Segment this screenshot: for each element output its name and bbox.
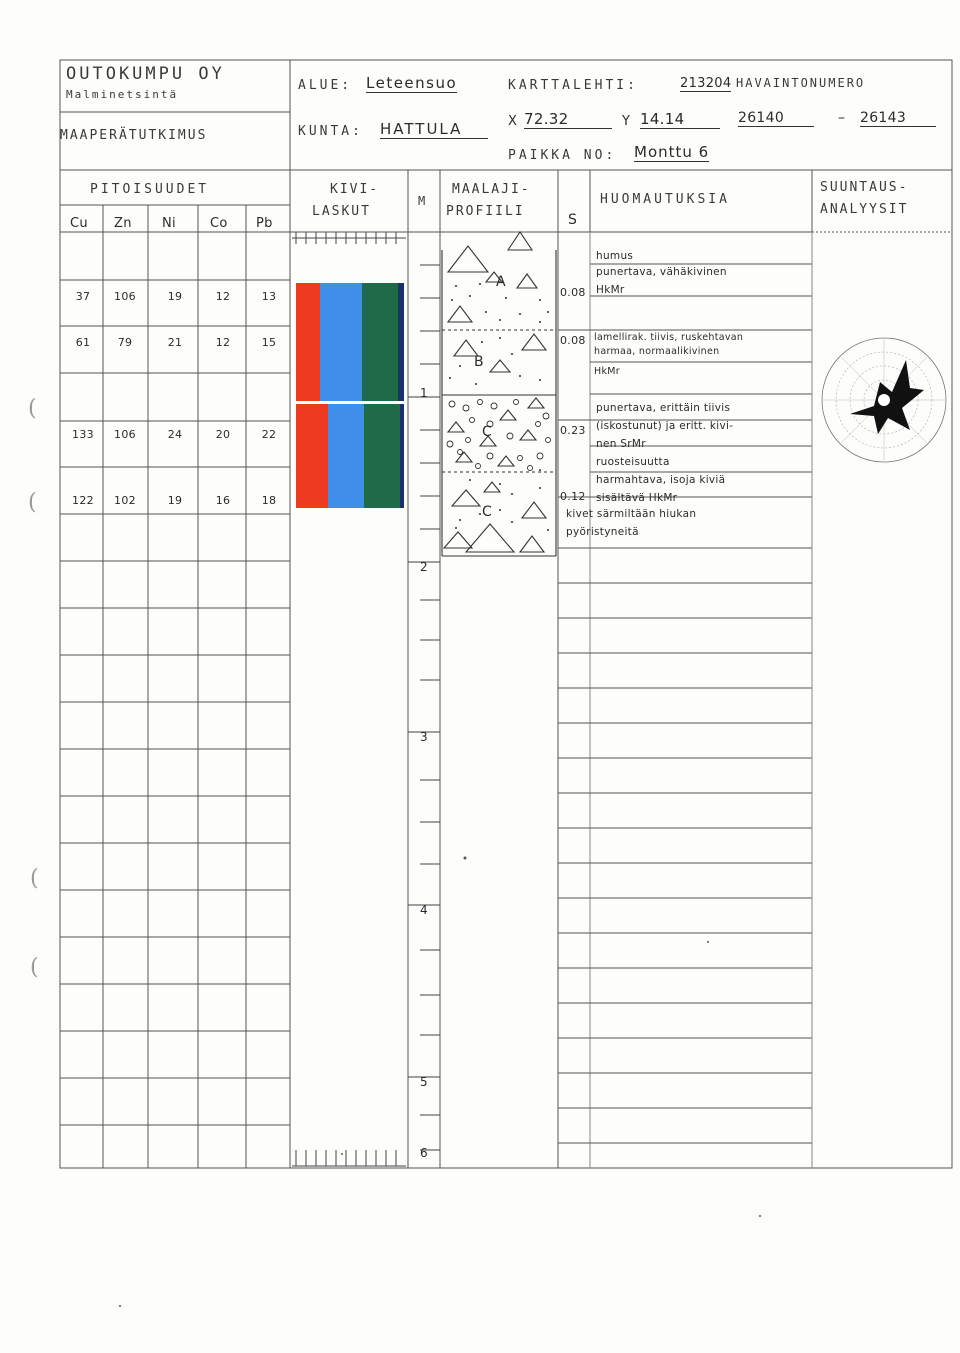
- pitoisuudet-header: PITOISUUDET: [90, 182, 210, 197]
- remark-line: pyöristyneitä: [566, 526, 639, 538]
- binder-hole: (: [30, 866, 39, 891]
- assay-pb: 18: [261, 494, 277, 507]
- assay-pb: 15: [261, 336, 277, 349]
- depth-mark: 4: [420, 903, 428, 917]
- remark-line: HkMr: [594, 366, 620, 377]
- assay-ni: 19: [167, 290, 183, 303]
- assay-ni: 19: [167, 494, 183, 507]
- assay-co: 16: [215, 494, 231, 507]
- suuntausanalyysit-header-line1: SUUNTAUS-: [820, 180, 909, 195]
- remark-line: kivet särmiltään hiukan: [566, 508, 697, 520]
- company-division: Malminetsintä: [66, 88, 179, 101]
- havainto-from: 26140: [738, 110, 814, 127]
- remark-line: HkMr: [596, 284, 625, 296]
- horizon-letter-c: C: [482, 424, 493, 440]
- assay-cu: 61: [75, 336, 91, 349]
- binder-hole: (: [30, 955, 39, 980]
- remark-line: (iskostunut) ja eritt. kivi-: [596, 420, 734, 432]
- remark-line: punertava, erittäin tiivis: [596, 402, 731, 414]
- x-label: X: [508, 114, 518, 129]
- remark-line: ruosteisuutta: [596, 456, 670, 468]
- company-name: OUTOKUMPU OY: [66, 64, 225, 84]
- remark-line: harmaa, normaalikivinen: [594, 346, 720, 357]
- assay-zn: 79: [117, 336, 133, 349]
- maalajiprofiili-header-line1: MAALAJI-: [452, 182, 531, 197]
- department-name: MAAPERÄTUTKIMUS: [60, 128, 208, 143]
- alue-label: ALUE:: [298, 78, 353, 93]
- depth-header: M: [418, 194, 427, 208]
- assay-co: 20: [215, 428, 231, 441]
- paikka-label: PAIKKA NO:: [508, 148, 617, 163]
- kunta-label: KUNTA:: [298, 124, 363, 139]
- assay-cu: 37: [75, 290, 91, 303]
- depth-mark: 3: [420, 730, 428, 744]
- remark-line: humus: [596, 250, 634, 262]
- remark-line: harmahtava, isoja kiviä: [596, 474, 726, 486]
- assay-co: 12: [215, 336, 231, 349]
- huomautuksia-header: HUOMAUTUKSIA: [600, 192, 730, 207]
- element-header-pb: Pb: [256, 216, 273, 231]
- x-value: 72.32: [524, 110, 612, 129]
- horizon-letter-c: C: [482, 504, 493, 520]
- remark-line: sisältävä HkMr: [596, 492, 678, 504]
- depth-mark: 6: [420, 1146, 428, 1160]
- remark-line: lamellirak. tiivis, ruskehtavan: [594, 332, 744, 343]
- assay-zn: 102: [114, 494, 136, 507]
- karttalehti-label: KARTTALEHTI:: [508, 78, 638, 93]
- kivilaskut-header-line1: KIVI-: [330, 182, 380, 197]
- karttalehti-value: 213204: [680, 76, 732, 91]
- kivilaskut-header-line2: LASKUT: [312, 204, 371, 219]
- havaintonumero-label: HAVAINTONUMERO: [736, 76, 866, 90]
- depth-mark: 1: [420, 386, 428, 400]
- suuntausanalyysit-header-line2: ANALYYSIT: [820, 202, 909, 217]
- element-header-zn: Zn: [114, 216, 132, 231]
- s-value: 0.23: [560, 424, 586, 437]
- element-header-ni: Ni: [162, 216, 176, 231]
- element-header-co: Co: [210, 216, 228, 231]
- assay-zn: 106: [114, 428, 136, 441]
- havainto-to: 26143: [860, 110, 936, 127]
- horizon-letter-a: A: [496, 274, 506, 290]
- assay-co: 12: [215, 290, 231, 303]
- depth-mark: 5: [420, 1075, 428, 1089]
- assay-cu: 133: [72, 428, 94, 441]
- s-value: 0.08: [560, 334, 586, 347]
- remark-line: punertava, vähäkivinen: [596, 266, 727, 278]
- binder-hole: (: [28, 490, 37, 515]
- assay-cu: 122: [72, 494, 94, 507]
- alue-value: Leteensuo: [366, 74, 458, 92]
- assay-pb: 22: [261, 428, 277, 441]
- maalajiprofiili-header-line2: PROFIILI: [446, 204, 525, 219]
- assay-ni: 21: [167, 336, 183, 349]
- element-header-cu: Cu: [70, 216, 88, 231]
- assay-ni: 24: [167, 428, 183, 441]
- havainto-dash: –: [838, 110, 846, 126]
- s-header: S: [568, 212, 578, 228]
- kunta-value: HATTULA: [380, 120, 488, 139]
- horizon-letter-b: B: [474, 354, 484, 370]
- paikka-value: Monttu 6: [634, 143, 710, 161]
- s-value: 0.12: [560, 490, 586, 503]
- y-label: Y: [622, 114, 631, 129]
- y-value: 14.14: [640, 110, 720, 129]
- assay-pb: 13: [261, 290, 277, 303]
- depth-mark: 2: [420, 560, 428, 574]
- assay-zn: 106: [114, 290, 136, 303]
- s-value: 0.08: [560, 286, 586, 299]
- remark-line: nen SrMr: [596, 438, 646, 450]
- binder-hole: (: [28, 396, 37, 421]
